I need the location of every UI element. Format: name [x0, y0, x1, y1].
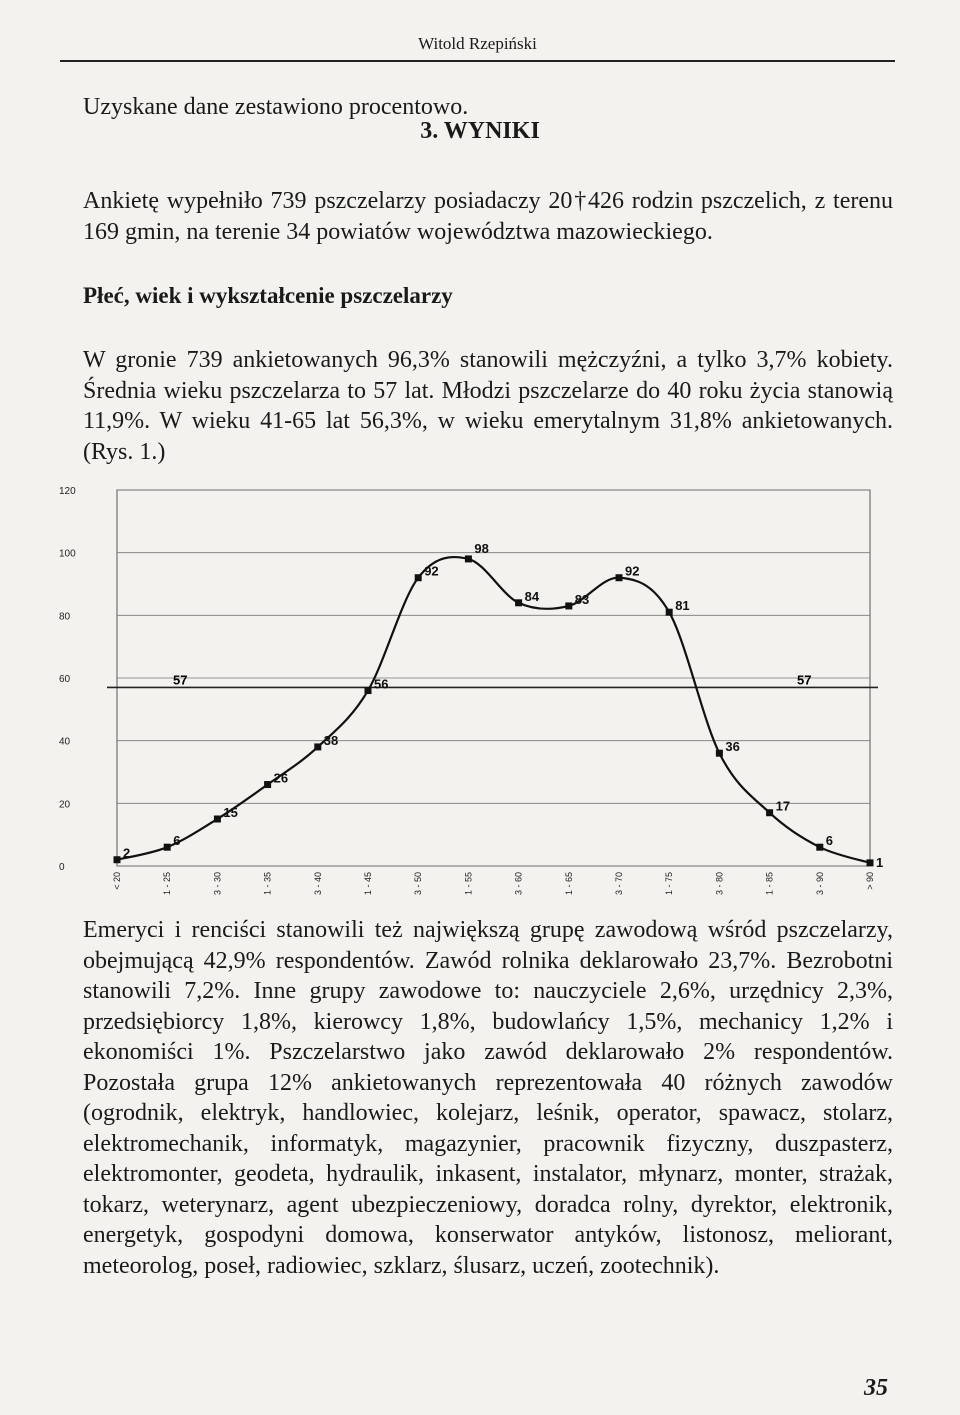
data-point-marker: [365, 687, 372, 694]
y-tick-label: 40: [59, 736, 71, 748]
x-tick-label: 1 - 65: [563, 872, 574, 896]
reference-label-right: 57: [797, 672, 812, 688]
y-tick-label: 120: [59, 486, 76, 497]
reference-label-left: 57: [173, 672, 188, 688]
x-tick-label: 1 - 35: [262, 872, 273, 896]
x-tick-label: 3 - 90: [814, 872, 825, 896]
data-point-marker: [114, 856, 121, 863]
data-label: 17: [775, 798, 791, 814]
data-point-marker: [565, 602, 572, 609]
x-tick-label: 1 - 55: [463, 872, 474, 896]
data-point-marker: [666, 609, 673, 616]
y-tick-label: 20: [59, 799, 71, 811]
y-tick-label: 80: [59, 611, 71, 623]
data-label: 26: [273, 770, 289, 786]
data-label: 1: [876, 854, 884, 870]
subheading-gender-age-education: Płeć, wiek i wykształcenie pszczelarzy: [83, 283, 453, 308]
y-tick-label: 100: [59, 548, 76, 560]
x-tick-label: 3 - 40: [312, 872, 323, 896]
paragraph-occupations: Emeryci i renciści stanowili też największą grupę zawodową wśród pszczelarzy, obejmującą 42,9% respondentów. Zawód rolnika deklarowało 23,7%. Bezrobotni stanowili 7,2%. Inne grupy zawodowe to: nauczyciele 2,6%, urzędnicy 2,3%, przedsiębiorcy 1,8%, kierowcy 1,8%, budowlańcy 1,5%, mechanicy 1,2% i ekonomiści 1%. Pszczelarstwo jako zawód deklarowało 2% respondentów. Pozostała grupa 12% ankietowanych reprezentowała 40 różnych zawodów (ogrodnik, elektryk, handlowiec, kolejarz, leśnik, operator, spawacz, stolarz, elektromechanik, informatyk, magazynier, pracownik fizyczny, duszpasterz, elektromonter, geodeta, hydraulik, inkasent, instalator, młynarz, monter, strażak, tokarz, weterynarz, agent ubezpieczeniowy, doradca rolny, dyrektor, elektronik, energetyk, gospodyni domowa, konserwator antyków, listonosz, meliorant, meteorolog, poseł, radiowiec, szklarz, ślusarz, uczeń, zootechnik).: [83, 917, 893, 1279]
data-point-marker: [465, 555, 472, 562]
data-point-marker: [766, 809, 773, 816]
age-distribution-chart-svg: [55, 478, 895, 903]
x-tick-label: 3 - 50: [413, 872, 424, 896]
section-title: 3. WYNIKI: [420, 118, 540, 144]
page-number: 35: [864, 1375, 888, 1401]
data-label: 92: [625, 563, 640, 579]
header-rule: [60, 60, 895, 62]
data-label: 83: [574, 591, 590, 607]
data-point-marker: [415, 574, 422, 581]
data-point-marker: [515, 599, 522, 606]
data-point-marker: [164, 844, 171, 851]
running-header-author: Witold Rzepiński: [418, 34, 537, 53]
x-tick-label: < 20: [112, 872, 122, 890]
intro-text: Uzyskane dane zestawiono procentowo.: [83, 94, 469, 120]
x-tick-label: 3 - 30: [212, 872, 223, 896]
data-point-marker: [616, 574, 623, 581]
data-label: 2: [123, 845, 131, 861]
x-tick-label: 3 - 80: [714, 872, 725, 896]
y-tick-label: 60: [59, 674, 71, 685]
data-label: 6: [825, 833, 834, 849]
data-point-marker: [314, 743, 321, 750]
data-label: 92: [424, 563, 439, 579]
data-label: 81: [675, 598, 690, 614]
y-tick-label: 0: [59, 862, 65, 873]
data-label: 36: [725, 739, 740, 755]
paragraph-survey: Ankietę wypełniło 739 pszczelarzy posiadaczy 20†426 rodzin pszczelich, z terenu 169 gmin, na terenie 34 powiatów województwa mazowieckiego.: [83, 188, 893, 245]
x-tick-label: 1 - 25: [162, 872, 173, 896]
x-tick-label: 1 - 85: [764, 872, 775, 896]
paragraph-gender-age: W gronie 739 ankietowanych 96,3% stanowili mężczyźni, a tylko 3,7% kobiety. Średnia wieku pszczelarza to 57 lat. Młodzi pszczelarze do 40 roku życia stanowią 11,9%. W wieku 41-65 lat 56,3%, w wieku emerytalnym 31,8% ankietowanych.(Rys. 1.): [83, 347, 893, 465]
age-distribution-chart: [55, 478, 895, 903]
data-point-marker: [867, 859, 874, 866]
data-point-marker: [716, 750, 723, 757]
x-tick-label: 1 - 75: [664, 872, 675, 896]
data-point-marker: [214, 816, 221, 823]
data-point-marker: [816, 844, 823, 851]
x-tick-label: 1 - 45: [363, 872, 373, 896]
data-label: 15: [223, 805, 238, 820]
x-tick-label: > 90: [865, 872, 875, 890]
data-label: 56: [374, 676, 389, 692]
data-label: 98: [474, 540, 489, 556]
x-tick-label: 3 - 60: [513, 872, 524, 896]
data-label: 38: [323, 732, 339, 748]
data-point-marker: [264, 781, 271, 788]
x-tick-label: 3 - 70: [614, 872, 624, 896]
data-label: 6: [173, 833, 181, 849]
data-label: 84: [524, 588, 540, 604]
